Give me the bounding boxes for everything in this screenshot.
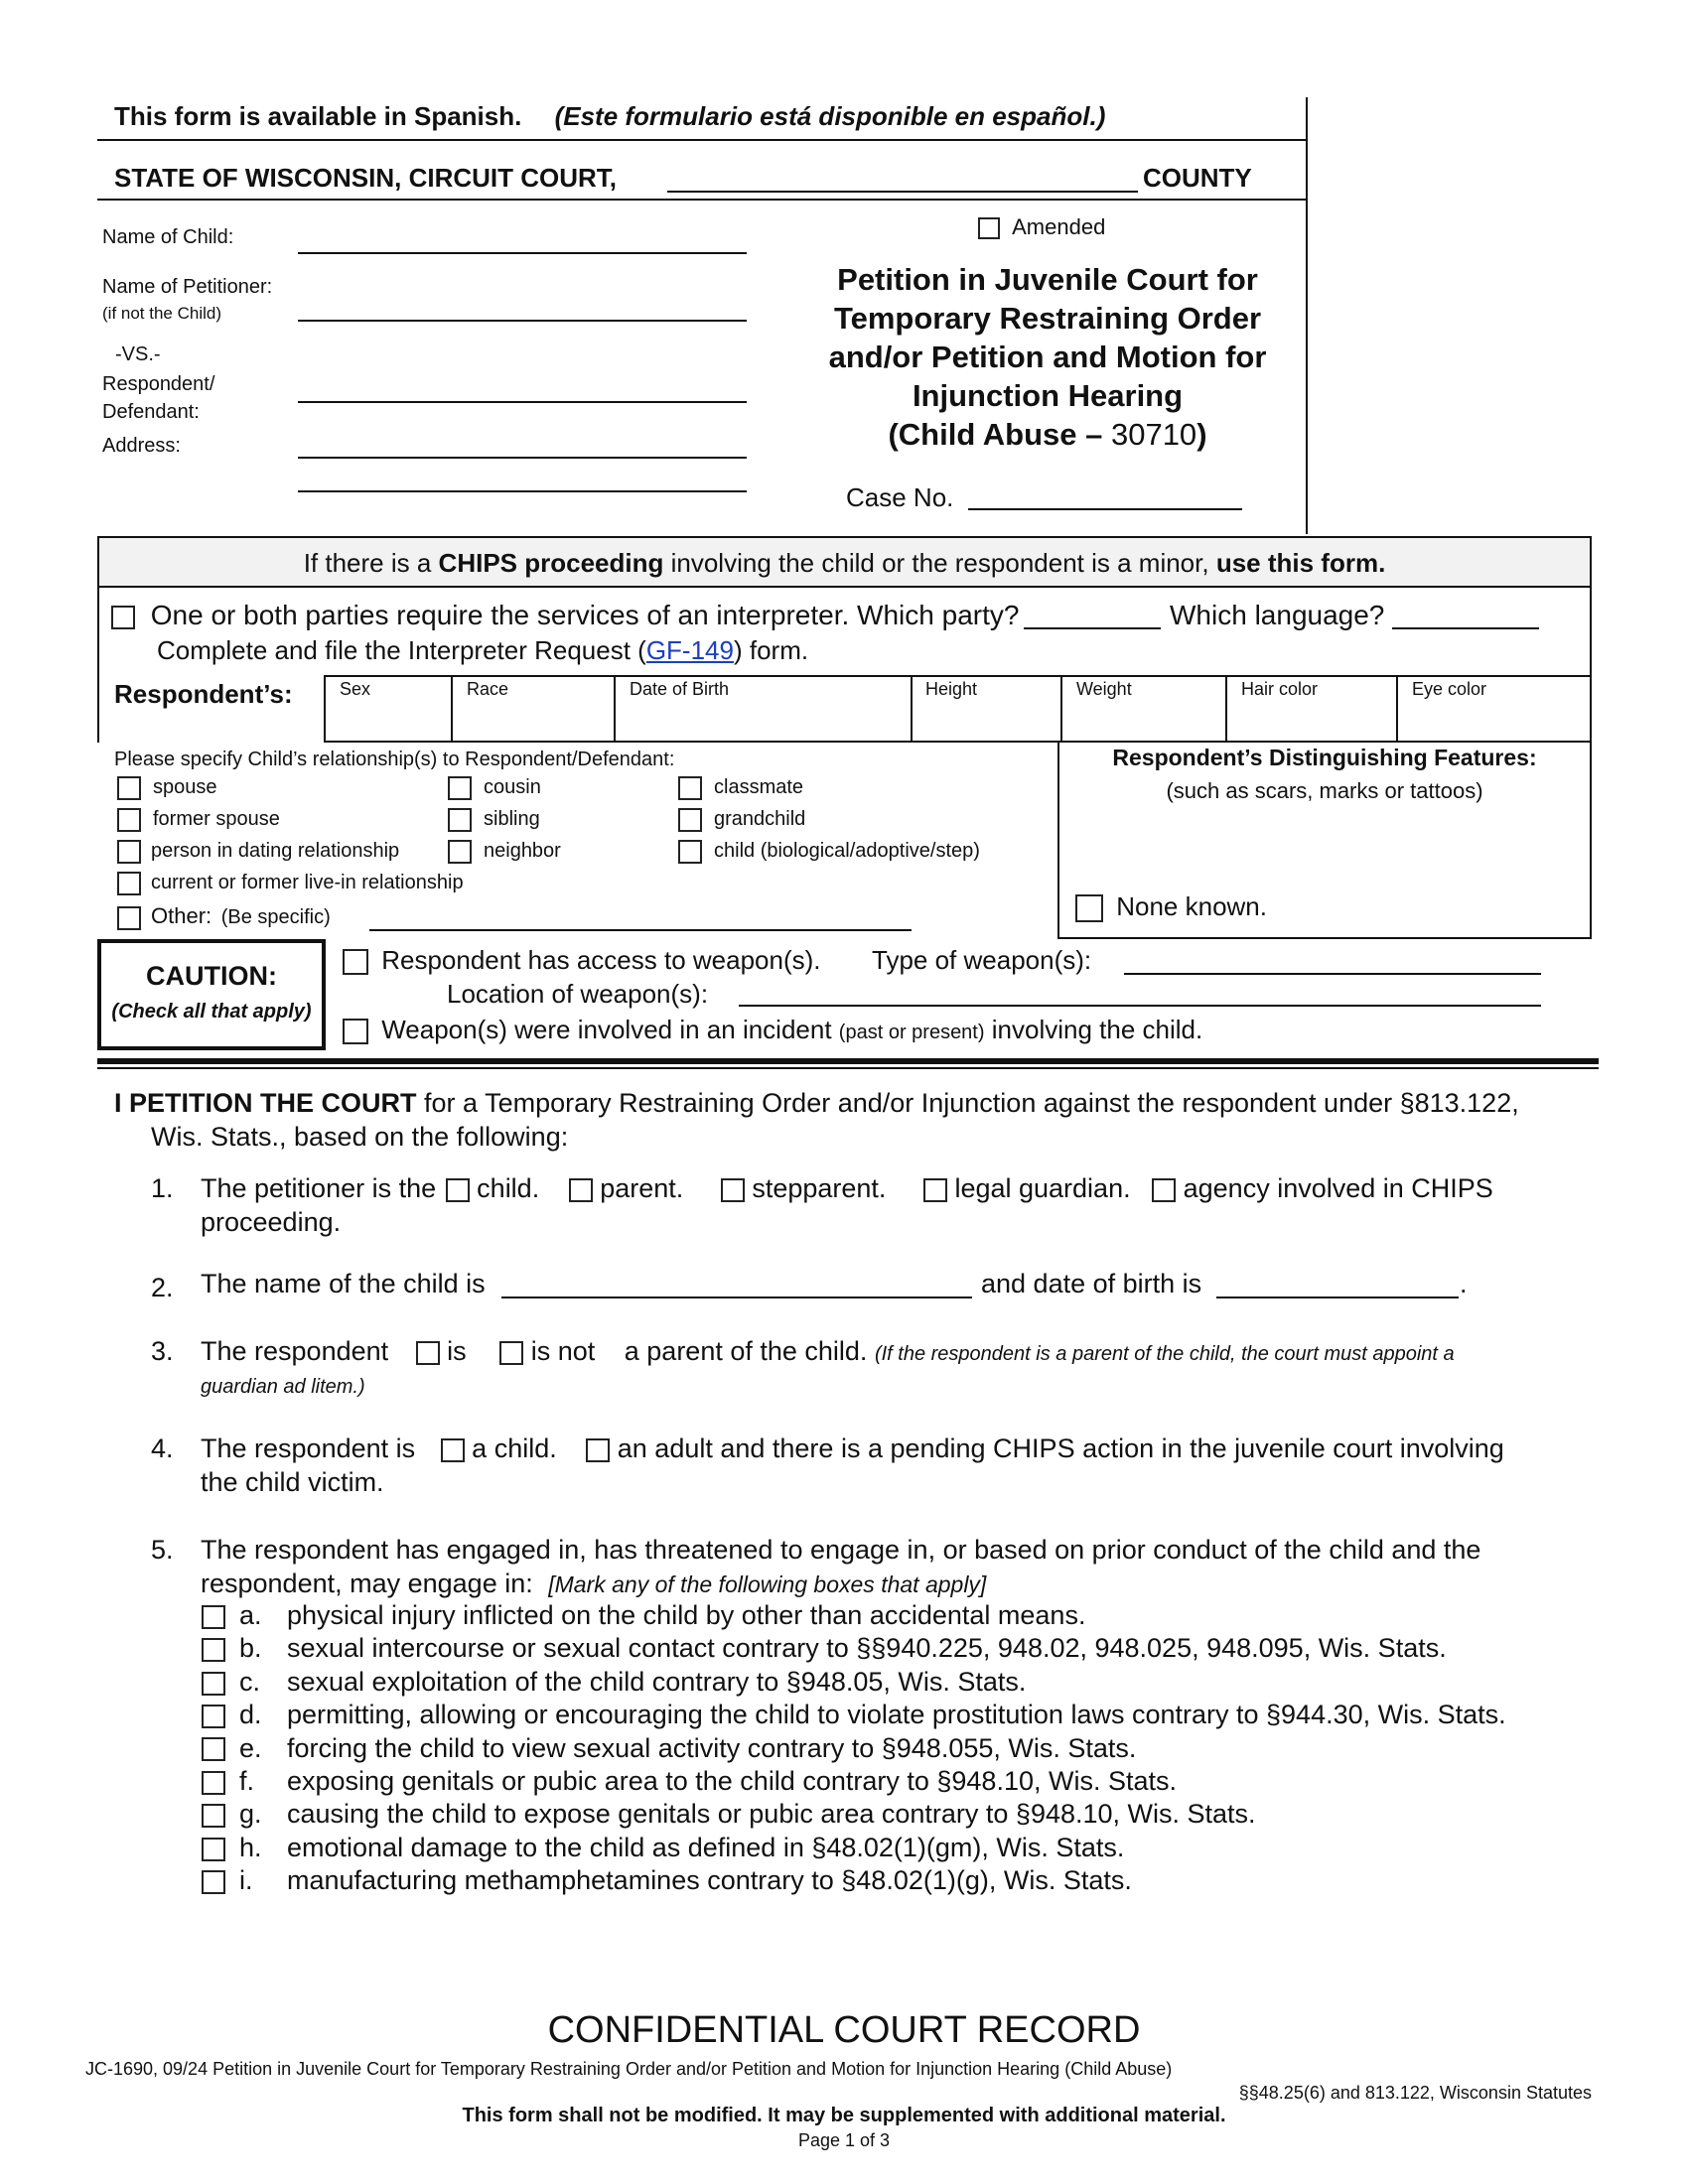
rel-dating-checkbox[interactable]	[117, 840, 141, 864]
abuse-type-letter: d.	[239, 1700, 262, 1730]
case-number-line[interactable]	[968, 508, 1242, 510]
petitioner-stepparent-label: stepparent.	[752, 1173, 887, 1203]
abuse-type-item[interactable]	[202, 1667, 1026, 1698]
caution-title: CAUTION:	[146, 961, 277, 991]
abuse-type-text: sexual intercourse or sexual contact contrary to §§940.225, 948.02, 948.025, 948.095, Wis. Stats.	[287, 1633, 1447, 1664]
interpreter-option[interactable]	[111, 600, 1019, 631]
respondent-label-2: Defendant:	[102, 401, 200, 423]
caution-box	[97, 939, 326, 1050]
respondent-child-label: a child.	[472, 1433, 557, 1463]
interpreter-line2-pre: Complete and file the Interpreter Request (	[157, 635, 646, 665]
form-title-subtitle: (Child Abuse – 30710)	[888, 417, 1207, 452]
chips-notice-chips: CHIPS proceeding	[438, 548, 664, 578]
none-known-label: None known.	[1116, 891, 1267, 921]
name-of-child-line[interactable]	[298, 252, 747, 254]
abuse-type-checkbox[interactable]	[202, 1672, 225, 1696]
respondent-label-1: Respondent/	[102, 373, 215, 395]
item-1-text: The petitioner is the	[201, 1173, 437, 1203]
weapon-access-checkbox[interactable]	[343, 949, 368, 975]
abuse-type-text: causing the child to expose genitals or pubic area contrary to §948.10, Wis. Stats.	[287, 1799, 1256, 1830]
abuse-type-letter: c.	[239, 1666, 261, 1697]
respondent-table	[324, 675, 1592, 743]
spanish-notice	[114, 101, 1105, 132]
petitioner-agency-label: agency involved in CHIPS	[1183, 1173, 1493, 1203]
petition-lead	[114, 1088, 1519, 1119]
state-court-label: STATE OF WISCONSIN, CIRCUIT COURT,	[114, 163, 618, 193]
interpreter-line2-post: ) form.	[733, 635, 809, 665]
rel-cousin-label: cousin	[484, 776, 541, 799]
abuse-type-checkbox[interactable]	[202, 1705, 225, 1728]
abuse-type-letter: g.	[239, 1799, 262, 1830]
abuse-type-letter: f.	[239, 1766, 255, 1796]
address-line-2[interactable]	[298, 490, 747, 492]
rel-former-spouse-label: former spouse	[153, 808, 280, 831]
form-title-line-4: Injunction Hearing	[912, 378, 1184, 413]
weapon-incident-option[interactable]	[343, 1015, 1202, 1045]
respondent-is-not-label: is not	[530, 1336, 596, 1366]
abuse-type-letter: b.	[239, 1633, 262, 1664]
item-5-text: The respondent has engaged in, has threatened to engage in, or based on prior conduct of the child and the	[201, 1535, 1481, 1565]
item-5-text-2	[201, 1569, 986, 1599]
item-3-text: The respondent	[201, 1336, 389, 1366]
caution-sub: (Check all that apply)	[111, 1001, 312, 1023]
respondent-is-label: is	[447, 1336, 467, 1366]
item-4-cont: the child victim.	[201, 1467, 384, 1497]
col-hair: Hair color	[1241, 679, 1319, 699]
respondent-adult-checkbox[interactable]	[586, 1438, 610, 1462]
rel-cousin[interactable]	[448, 776, 541, 800]
abuse-type-checkbox[interactable]	[202, 1638, 225, 1662]
rel-sibling-label: sibling	[484, 808, 540, 831]
address-line-1[interactable]	[298, 457, 747, 459]
address-label: Address:	[102, 435, 181, 457]
abuse-type-text: sexual exploitation of the child contrary to §948.05, Wis. Stats.	[287, 1666, 1027, 1697]
rel-live-in-label: current or former live-in relationship	[151, 872, 464, 894]
rel-live-in-checkbox[interactable]	[117, 872, 141, 895]
spanish-notice-en: This form is available in Spanish.	[114, 101, 522, 131]
none-known-checkbox[interactable]	[1075, 894, 1103, 922]
abuse-type-checkbox[interactable]	[202, 1737, 225, 1761]
abuse-type-item[interactable]	[202, 1733, 1136, 1764]
chips-notice-use: use this form.	[1215, 548, 1386, 578]
col-divider	[1225, 677, 1227, 743]
page-number: Page 1 of 3	[797, 2130, 891, 2150]
item-2-text: The name of the child is	[201, 1269, 486, 1298]
abuse-type-item[interactable]	[202, 1600, 1085, 1631]
col-eye: Eye color	[1412, 679, 1487, 699]
interpreter-language-label: Which language?	[1170, 600, 1385, 630]
rel-neighbor[interactable]	[448, 840, 561, 864]
rel-classmate-checkbox[interactable]	[678, 776, 702, 800]
amended-checkbox[interactable]	[978, 217, 1000, 239]
name-of-petitioner-line[interactable]	[298, 320, 747, 322]
petitioner-child-label: child.	[477, 1173, 540, 1203]
abuse-type-checkbox[interactable]	[202, 1838, 225, 1861]
abuse-type-item[interactable]	[202, 1633, 1447, 1664]
abuse-type-checkbox[interactable]	[202, 1870, 225, 1894]
abuse-type-letter: a.	[239, 1600, 262, 1630]
rel-spouse-label: spouse	[153, 776, 217, 799]
abuse-type-letter: e.	[239, 1732, 262, 1763]
petition-lead-line-2: Wis. Stats., based on the following:	[151, 1122, 569, 1152]
rel-neighbor-checkbox[interactable]	[448, 840, 472, 864]
abuse-type-item[interactable]	[202, 1833, 1124, 1863]
weapon-location-line[interactable]	[739, 1005, 1541, 1007]
rel-other-checkbox[interactable]	[117, 906, 141, 930]
respondent-is-not-parent-checkbox[interactable]	[499, 1341, 523, 1365]
weapon-access-label: Respondent has access to weapon(s).	[381, 945, 821, 975]
header-rule-2	[97, 199, 1308, 201]
weapon-location-label: Location of weapon(s):	[447, 979, 709, 1009]
rel-live-in[interactable]	[117, 872, 464, 895]
if-not-child-note: (if not the Child)	[102, 304, 221, 323]
petitioner-child-checkbox[interactable]	[446, 1178, 470, 1202]
rel-classmate-label: classmate	[714, 776, 804, 799]
col-divider	[1396, 677, 1398, 743]
rel-child-checkbox[interactable]	[678, 840, 702, 864]
petition-item-3	[151, 1336, 1455, 1367]
chips-notice-pre: If there is a	[303, 548, 432, 578]
petitioner-parent-checkbox[interactable]	[569, 1178, 593, 1202]
abuse-type-text: emotional damage to the child as defined in §48.02(1)(gm), Wis. Stats.	[287, 1832, 1125, 1862]
col-race: Race	[467, 679, 509, 699]
abuse-type-checkbox[interactable]	[202, 1804, 225, 1828]
form-title	[784, 260, 1311, 454]
petition-item-4	[151, 1433, 1504, 1464]
respondent-adult-label: an adult and there is a pending CHIPS action in the juvenile court involving	[617, 1433, 1504, 1463]
interpreter-party-line[interactable]	[1024, 627, 1161, 629]
rel-grandchild[interactable]	[678, 808, 805, 832]
rel-cousin-checkbox[interactable]	[448, 776, 472, 800]
rel-child-label: child (biological/adoptive/step)	[714, 840, 980, 863]
respondent-child-checkbox[interactable]	[441, 1438, 465, 1462]
item-3-note-2: guardian ad litem.)	[201, 1376, 365, 1398]
abuse-type-letter: i.	[239, 1865, 253, 1896]
abuse-type-text: permitting, allowing or encouraging the child to violate prostitution laws contrary to §944.30, Wis. Stats.	[287, 1700, 1506, 1730]
petitioner-parent-label: parent.	[600, 1173, 684, 1203]
item-1-cont: proceeding.	[201, 1207, 342, 1237]
confidential-record: CONFIDENTIAL COURT RECORD	[547, 2009, 1141, 2051]
petitioner-guardian-checkbox[interactable]	[923, 1178, 947, 1202]
weapon-incident-checkbox[interactable]	[343, 1019, 368, 1044]
item-5-mark: [Mark any of the following boxes that apply]	[548, 1571, 987, 1597]
col-weight: Weight	[1076, 679, 1132, 699]
petitioner-stepparent-checkbox[interactable]	[721, 1178, 745, 1202]
interpreter-language-line[interactable]	[1392, 627, 1539, 629]
weapon-incident-small: (past or present)	[838, 1022, 985, 1043]
form-title-line-1: Petition in Juvenile Court for	[837, 262, 1258, 297]
item-3-num: 3.	[151, 1336, 174, 1366]
respondent-is-parent-checkbox[interactable]	[416, 1341, 440, 1365]
rel-dating[interactable]	[117, 840, 399, 864]
item-5-text2: respondent, may engage in:	[201, 1569, 533, 1598]
amended-option[interactable]	[978, 214, 1105, 240]
footer-statutes: §§48.25(6) and 813.122, Wisconsin Statutes	[1238, 2083, 1592, 2103]
rel-former-spouse[interactable]	[117, 808, 280, 832]
interpreter-text: One or both parties require the services of an interpreter. Which party?	[150, 600, 1020, 630]
features-sub: (such as scars, marks or tattoos)	[1166, 778, 1483, 803]
section-divider-heavy	[97, 1058, 1599, 1064]
chips-notice-text	[97, 548, 1592, 579]
abuse-type-item[interactable]	[202, 1766, 1177, 1797]
respondent-table-label: Respondent’s:	[114, 679, 293, 709]
abuse-type-item[interactable]	[202, 1700, 1506, 1730]
rel-former-spouse-checkbox[interactable]	[117, 808, 141, 832]
item-4-num: 4.	[151, 1433, 174, 1463]
county-name-line[interactable]	[667, 191, 1138, 193]
weapon-access-option[interactable]	[343, 945, 821, 976]
form-title-line-2: Temporary Restraining Order	[833, 301, 1262, 336]
petition-lead-rest: for a Temporary Restraining Order and/or Injunction against the respondent under §813.122,	[424, 1088, 1519, 1118]
rel-other-specific: (Be specific)	[220, 906, 331, 928]
rel-sibling-checkbox[interactable]	[448, 808, 472, 832]
item-2-end: .	[1460, 1269, 1468, 1298]
rel-classmate[interactable]	[678, 776, 803, 800]
respondent-name-line[interactable]	[298, 401, 747, 403]
weapon-incident-pre: Weapon(s) were involved in an incident	[381, 1015, 832, 1044]
item-2-dob: and date of birth is	[981, 1269, 1202, 1298]
none-known-option[interactable]	[1075, 891, 1267, 922]
gf-149-link[interactable]: GF-149	[645, 635, 734, 665]
amended-label: Amended	[1012, 214, 1106, 239]
name-of-child-label: Name of Child:	[102, 226, 234, 248]
col-dob: Date of Birth	[630, 679, 730, 699]
versus-label: -VS.-	[115, 343, 161, 365]
footer-notice: This form shall not be modified. It may be supplemented with additional material.	[462, 2105, 1226, 2126]
abuse-type-text: physical injury inflicted on the child by other than accidental means.	[287, 1600, 1086, 1630]
item-3-rest: a parent of the child.	[624, 1336, 868, 1366]
item-2-num: 2.	[151, 1273, 174, 1302]
petitioner-guardian-label: legal guardian.	[954, 1173, 1131, 1203]
section-divider-thin	[97, 1067, 1599, 1069]
item-4-text: The respondent is	[201, 1433, 416, 1463]
chips-notice-mid: involving the child or the respondent is a minor,	[670, 548, 1209, 578]
county-label: COUNTY	[1143, 163, 1252, 193]
rel-sibling[interactable]	[448, 808, 540, 832]
rel-other-line[interactable]	[369, 929, 912, 931]
item-3-note: (If the respondent is a parent of the child, the court must appoint a	[874, 1343, 1455, 1365]
abuse-type-item[interactable]	[202, 1799, 1256, 1830]
child-dob-line[interactable]	[1216, 1297, 1459, 1298]
weapon-incident-post: involving the child.	[991, 1015, 1203, 1044]
relationship-heading: Please specify Child’s relationship(s) to Respondent/Defendant:	[114, 749, 675, 770]
rel-child[interactable]	[678, 840, 980, 864]
case-number-label: Case No.	[846, 482, 954, 512]
abuse-type-item[interactable]	[202, 1865, 1132, 1896]
rel-other-label: Other:	[151, 903, 212, 928]
col-divider	[614, 677, 616, 743]
abuse-type-text: forcing the child to view sexual activity contrary to §948.055, Wis. Stats.	[287, 1732, 1137, 1763]
col-divider	[1060, 677, 1062, 743]
petition-item-1	[151, 1173, 1493, 1204]
header-rule-1	[97, 139, 1308, 141]
rel-spouse[interactable]	[117, 776, 217, 800]
col-divider	[911, 677, 913, 743]
col-sex: Sex	[340, 679, 371, 699]
interpreter-line-2	[157, 635, 808, 666]
petition-lead-bold: I PETITION THE COURT	[114, 1088, 417, 1118]
child-name-line[interactable]	[501, 1297, 972, 1298]
rel-grandchild-label: grandchild	[714, 808, 806, 831]
weapon-type-label: Type of weapon(s):	[872, 945, 1092, 975]
features-heading: Respondent’s Distinguishing Features:	[1112, 745, 1537, 770]
rel-dating-label: person in dating relationship	[151, 840, 400, 863]
col-height: Height	[925, 679, 978, 699]
form-title-code: 30710	[1110, 417, 1197, 452]
abuse-type-letter: h.	[239, 1832, 262, 1862]
petitioner-agency-checkbox[interactable]	[1152, 1178, 1176, 1202]
rel-spouse-checkbox[interactable]	[117, 776, 141, 800]
rel-grandchild-checkbox[interactable]	[678, 808, 702, 832]
item-5-num: 5.	[151, 1535, 174, 1565]
rel-neighbor-label: neighbor	[484, 840, 561, 863]
footer-form-id: JC-1690, 09/24 Petition in Juvenile Court for Temporary Restraining Order and/or Petition and Motion for Injunction Hearing (Child Abuse)	[85, 2059, 1173, 2079]
col-divider	[451, 677, 453, 743]
rel-other[interactable]	[117, 903, 331, 930]
interpreter-checkbox[interactable]	[111, 606, 135, 629]
spanish-notice-es: (Este formulario está disponible en español.)	[554, 101, 1106, 131]
name-of-petitioner-label: Name of Petitioner:	[102, 276, 273, 298]
abuse-type-text: exposing genitals or pubic area to the child contrary to §948.10, Wis. Stats.	[287, 1766, 1177, 1796]
form-title-sub-bold: Child Abuse –	[898, 417, 1103, 452]
form-title-line-3: and/or Petition and Motion for	[828, 340, 1267, 374]
abuse-type-text: manufacturing methamphetamines contrary to §48.02(1)(g), Wis. Stats.	[287, 1865, 1132, 1896]
weapon-type-line[interactable]	[1124, 973, 1541, 975]
item-1-num: 1.	[151, 1173, 174, 1203]
abuse-type-checkbox[interactable]	[202, 1605, 225, 1629]
abuse-type-checkbox[interactable]	[202, 1771, 225, 1795]
